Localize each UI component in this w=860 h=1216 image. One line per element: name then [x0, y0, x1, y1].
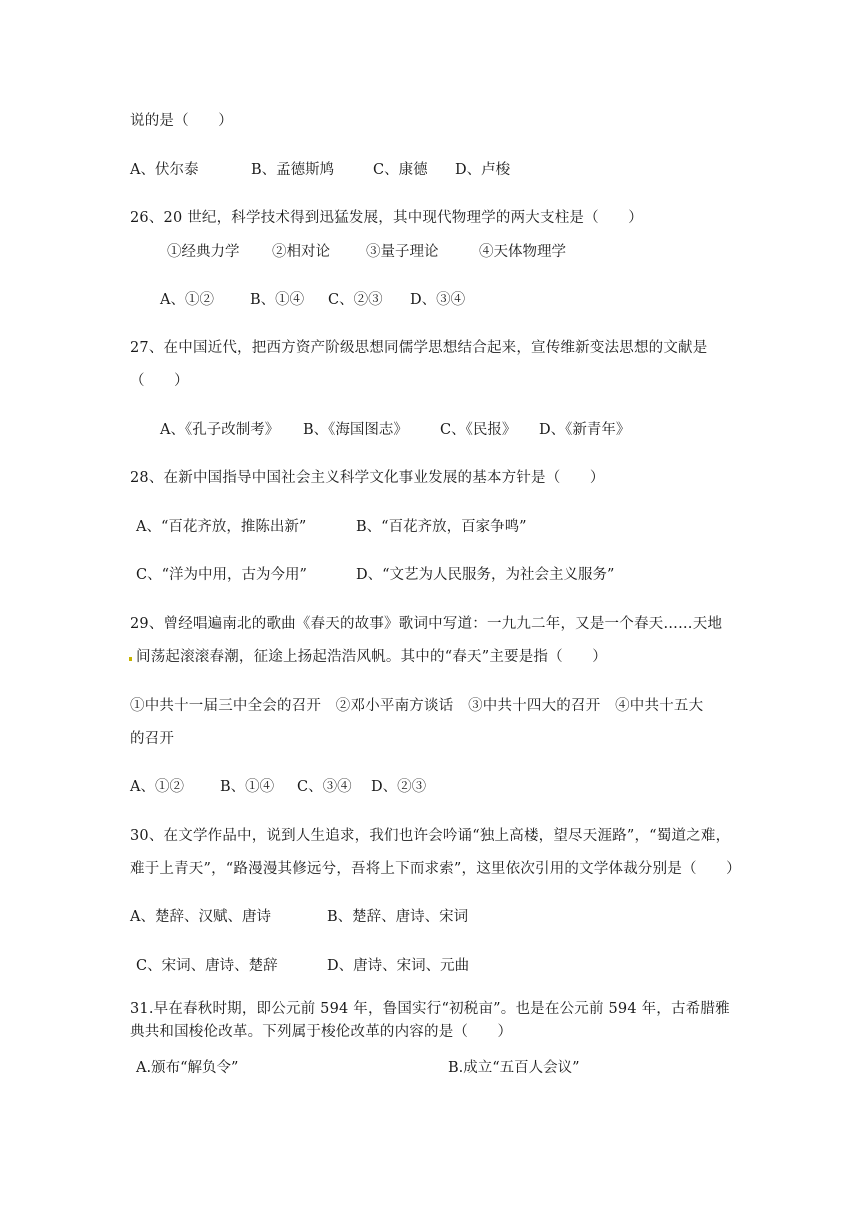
- q29-option-d: D、②③: [371, 779, 427, 795]
- q29-option-a: A、①②: [130, 779, 184, 795]
- q28-option-b: B、“百花齐放，百家争鸣”: [356, 519, 527, 535]
- q27-option-c: C、《民报》: [440, 422, 517, 438]
- q27-stem-line2: （ ）: [130, 373, 189, 389]
- q30-stem-line1: 30、在文学作品中，说到人生追求，我们也许会吟诵“独上高楼，望尽天涯路”，“蜀道之难，: [130, 828, 731, 844]
- q26-option-a: A、①②: [160, 292, 214, 308]
- q27-option-b: B、《海国图志》: [303, 422, 408, 438]
- q27-option-d: D、《新青年》: [539, 422, 631, 438]
- q31-option-a: A.颁布“解负令”: [136, 1060, 239, 1076]
- q26-item-2: ②相对论: [272, 244, 330, 260]
- q25-option-c: C、康德: [373, 162, 428, 178]
- q26-item-1: ①经典力学: [167, 244, 240, 260]
- q29-items-line1: ①中共十一届三中全会的召开 ②邓小平南方谈话 ③中共十四大的召开 ④中共十五大: [130, 698, 704, 714]
- q26-option-c: C、②③: [328, 292, 383, 308]
- q29-option-c: C、③④: [297, 779, 352, 795]
- q28-option-a: A、“百花齐放，推陈出新”: [136, 519, 307, 535]
- q31-stem-line1: 31.早在春秋时期，即公元前 594 年，鲁国实行“初税亩”。也是在公元前 594 年，古希腊雅: [130, 1001, 730, 1017]
- q31-stem-line2: 典共和国梭伦改革。下列属于梭伦改革的内容的是（ ）: [130, 1024, 513, 1040]
- q26-item-4: ④天体物理学: [479, 244, 566, 260]
- q28-stem: 28、在新中国指导中国社会主义科学文化事业发展的基本方针是（ ）: [130, 470, 605, 486]
- q26-option-b: B、①④: [250, 292, 305, 308]
- q25-option-a: A、伏尔泰: [130, 162, 199, 178]
- q27-option-a: A、《孔子改制考》: [160, 422, 280, 438]
- q27-stem-line1: 27、在中国近代，把西方资产阶级思想同儒学思想结合起来，宣传维新变法思想的文献是: [130, 340, 708, 356]
- q31-option-b: B.成立“五百人会议”: [448, 1060, 580, 1076]
- q30-option-b: B、楚辞、唐诗、宋词: [327, 909, 469, 925]
- q28-option-c: C、“洋为中用，古为今用”: [136, 567, 307, 583]
- q29-stem-line2: 间荡起滚滚春潮，征途上扬起浩浩风帆。其中的“春天”主要是指（ ）: [136, 649, 607, 665]
- q28-option-d: D、“文艺为人民服务，为社会主义服务”: [356, 567, 615, 583]
- q25-option-b: B、孟德斯鸠: [251, 162, 335, 178]
- q26-option-d: D、③④: [410, 292, 466, 308]
- q25-stem-end: 说的是（ ）: [130, 113, 233, 129]
- q30-option-a: A、楚辞、汉赋、唐诗: [130, 909, 271, 925]
- q29-option-b: B、①④: [220, 779, 275, 795]
- q26-item-3: ③量子理论: [366, 244, 439, 260]
- q25-option-d: D、卢梭: [455, 162, 511, 178]
- q30-option-d: D、唐诗、宋词、元曲: [327, 958, 470, 974]
- q30-stem-line2: 难于上青天”，“路漫漫其修远兮，吾将上下而求索”，这里依次引用的文学体裁分别是（ ）: [130, 861, 741, 877]
- q29-items-line2: 的召开: [130, 731, 175, 747]
- yellow-mark: [129, 657, 132, 661]
- q29-stem-line1: 29、曾经唱遍南北的歌曲《春天的故事》歌词中写道：一九九二年，又是一个春天……天地: [130, 616, 723, 632]
- q30-option-c: C、宋词、唐诗、楚辞: [136, 958, 278, 974]
- q26-stem: 26、20 世纪，科学技术得到迅猛发展，其中现代物理学的两大支柱是（ ）: [130, 210, 643, 226]
